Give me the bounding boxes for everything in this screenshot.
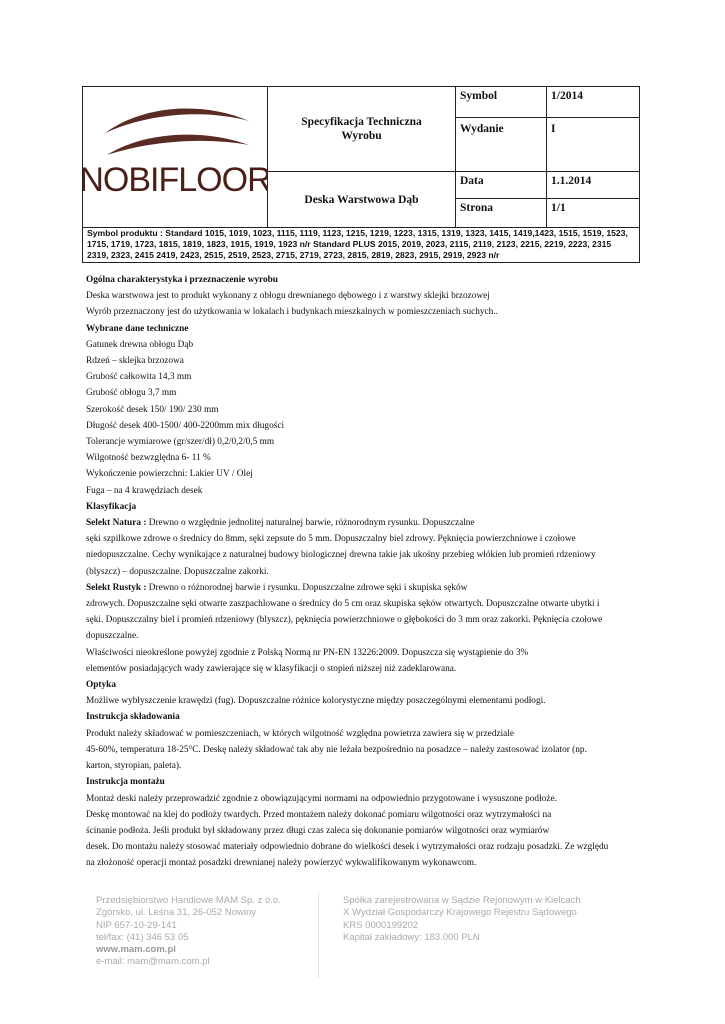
logo-cell bbox=[83, 87, 268, 228]
body-line bbox=[86, 418, 646, 434]
line-text: Gatunek drewna obłogu Dąb bbox=[86, 339, 194, 350]
line-text: 45-60%, temperatura 18-25°C. Deskę należy składować tak aby nie leżała bezpośrednio na posadzce – należy zastosować izolator (np. bbox=[86, 744, 587, 755]
body-line bbox=[86, 369, 646, 385]
symbol-label: Symbol bbox=[460, 90, 498, 102]
line-text: Wykończenie powierzchni: Lakier UV / Olej bbox=[86, 469, 253, 480]
section-heading bbox=[86, 272, 646, 288]
product-name-cell bbox=[268, 172, 456, 228]
body-line bbox=[86, 288, 646, 304]
footer-line: NIP 657-10-29-141 bbox=[96, 919, 177, 931]
line-text: Deska warstwowa jest to produkt wykonany z obłogu drewnianego dębowego i z warstwy sklejki brzozowej bbox=[86, 291, 490, 302]
section-heading bbox=[86, 321, 646, 337]
body-line bbox=[86, 515, 646, 531]
page-row bbox=[456, 199, 639, 228]
body-line bbox=[86, 791, 646, 807]
spec-title-cell bbox=[268, 87, 456, 172]
body-line bbox=[86, 742, 646, 758]
body-line bbox=[86, 596, 646, 612]
selekt-label: Selekt Rustyk : bbox=[86, 582, 147, 593]
line-text: Wybrane dane techniczne bbox=[86, 323, 189, 334]
line-text: Wilgotność bezwzględna 6- 11 % bbox=[86, 453, 211, 464]
body-line bbox=[86, 434, 646, 450]
body-line bbox=[86, 612, 646, 628]
body-line bbox=[86, 402, 646, 418]
line-text: ścinanie podłoża. Jeśli produkt był składowany przez długi czas zaleca się dokonanie pomiarów wilgotności oraz wymiarów bbox=[86, 825, 550, 836]
body-line bbox=[86, 580, 646, 596]
line-text: dopuszczalne. bbox=[86, 631, 139, 642]
line-text: Szerokość desek 150/ 190/ 230 mm bbox=[86, 404, 219, 415]
section-heading bbox=[86, 709, 646, 725]
page-value: 1/1 bbox=[551, 202, 566, 214]
line-text: desek. Do montażu należy stosować materiały odpowiednio dobrane do wielkości desek i wytrzymałości oraz rodzaju posadzki. Ze względu bbox=[86, 842, 609, 853]
line-text: Grubość całkowita 14,3 mm bbox=[86, 372, 192, 383]
line-text: Wyrób przeznaczony jest do użytkowania w lokalach i budynkach mieszkalnych w pomieszczeniach suchych.. bbox=[86, 307, 498, 318]
line-text: Optyka bbox=[86, 680, 116, 691]
body-line bbox=[86, 628, 646, 644]
edition-value: I bbox=[551, 123, 556, 135]
line-text: Rdzeń – sklejka brzozowa bbox=[86, 356, 184, 367]
body-line bbox=[86, 353, 646, 369]
symbol-value: 1/2014 bbox=[551, 90, 583, 102]
line-text: elementów posiadających wady zawierające się w klasyfikacji o stopień niższej niż zadeklarowana. bbox=[86, 663, 457, 674]
body-line bbox=[86, 450, 646, 466]
line-text: sęki. Dopuszczalny biel i promień rdzeniowy (blyszcz), pęknięcia powierzchniowe o głębokości do 3 mm oraz zakorki. Pęknięcia czołowe bbox=[86, 615, 603, 626]
selekt-label: Selekt Natura : bbox=[86, 518, 147, 529]
body-line bbox=[86, 337, 646, 353]
footer-line: KRS 0000199202 bbox=[343, 919, 419, 931]
footer-line: Zgórsko, ul. Leśna 31, 26-052 Nowiny bbox=[96, 907, 257, 919]
footer-registration-info bbox=[343, 895, 581, 944]
line-text: Możliwe wybłyszczenie krawędzi (fug). Dopuszczalne różnice kolorystyczne między poszczególnymi elementami podłogi. bbox=[86, 696, 546, 707]
line-text: Właściwości nieokreślone powyżej zgodnie z Polską Normą nr PN-EN 13226:2009. Dopuszcza się wystąpienie do 3% bbox=[86, 647, 529, 658]
section-heading bbox=[86, 677, 646, 693]
line-text: niedopuszczalne. Cechy wynikające z naturalnej budowy biologicznej drewna takie jak ukośny przebieg włókien lub promień rdzeniowy bbox=[86, 550, 596, 561]
footer-line: X Wydział Gospodarczy Krajowego Rejestru Sądowego bbox=[343, 907, 577, 919]
body-line bbox=[86, 839, 646, 855]
document-body bbox=[86, 272, 646, 872]
line-text: Drewno o względnie jednolitej naturalnej barwie, różnorodnym rysunku. Dopuszczalne bbox=[146, 518, 475, 529]
line-text: zdrowych. Dopuszczalne sęki otwarte zaszpachlowane o średnicy do 5 cm oraz skupiska sęków otwartych. Dopuszczalne otwarte ubytki i bbox=[86, 599, 600, 610]
body-line bbox=[86, 693, 646, 709]
line-text: Instrukcja montażu bbox=[86, 777, 165, 788]
line-text: na złożoność operacji montaż posadzki drewnianej należy powierzyć wykwalifikowanym wykonawcom. bbox=[86, 858, 477, 869]
line-text: Tolerancje wymiarowe (gr/szer/dł) 0,2/0,2/0,5 mm bbox=[86, 437, 275, 448]
line-text: Produkt należy składować w pomieszczeniach, w których wilgotność względna powietrza zawiera się w przedziale bbox=[86, 728, 515, 739]
body-line bbox=[86, 466, 646, 482]
line-text: Drewno o różnorodnej barwie i rysunku. Dopuszczalne zdrowe sęki i skupiska sęków bbox=[146, 582, 468, 593]
symbol-row bbox=[456, 87, 639, 118]
line-text: (blyszcz) – dopuszczalne. Dopuszczalne zakorki. bbox=[86, 566, 269, 577]
body-line bbox=[86, 726, 646, 742]
nobifloor-logo bbox=[83, 87, 268, 228]
logo-text: NOBIFLOOR bbox=[83, 161, 268, 199]
line-text: Grubość obłogu 3,7 mm bbox=[86, 388, 177, 399]
date-value: 1.1.2014 bbox=[551, 175, 592, 187]
page-label: Strona bbox=[460, 202, 494, 214]
line-text: Klasyfikacja bbox=[86, 501, 137, 512]
body-line bbox=[86, 564, 646, 580]
section-heading bbox=[86, 774, 646, 790]
edition-label: Wydanie bbox=[460, 123, 504, 135]
line-text: Deskę montować na klej do podłoży twardych. Przed montażem należy dokonać pomiaru wilgotności oraz wytrzymałości na bbox=[86, 809, 552, 820]
body-line bbox=[86, 758, 646, 774]
edition-row bbox=[456, 118, 639, 172]
line-text: Długość desek 400-1500/ 400-2200mm mix długości bbox=[86, 420, 285, 431]
body-line bbox=[86, 645, 646, 661]
body-line bbox=[86, 483, 646, 499]
body-line bbox=[86, 855, 646, 871]
body-line bbox=[86, 531, 646, 547]
date-label: Data bbox=[460, 175, 484, 187]
body-line bbox=[86, 547, 646, 563]
footer-line[interactable]: www.mam.com.pl bbox=[96, 944, 176, 956]
line-text: Fuga – na 4 krawędziach desek bbox=[86, 485, 203, 496]
logo-swoosh-top bbox=[105, 109, 249, 134]
body-line bbox=[86, 304, 646, 320]
product-symbols: Symbol produktu : Standard 1015, 1019, 1023, 1115, 1119, 1123, 1215, 1219, 1223, 1315, 1319, 1323, 1415, 1419,1423, 1515, 1519, 1523, 1715, 1719, 1723, 1815, 1819, 1823, 1915, 1919, 1923 n/r Standard PLUS 2015, 2019, 2023, 2115, 2119, 2123, 2215, 2219, 2223, 2315 2319, 2323, 2415 2419, 2423, 2515, 2519, 2523, 2715, 2719, 2723, 2815, 2819, 2823, 2915, 2919, 2923 n/r bbox=[87, 228, 628, 260]
product-name: Deska Warstwowa Dąb bbox=[304, 193, 419, 206]
line-text: sęki szpilkowe zdrowe o średnicy do 8mm, sęki zepsute do 5 mm. Dopuszczalny biel zdrowy. Pęknięcia powierzchniowe i czołowe bbox=[86, 534, 576, 545]
footer-line: Przedsiębiorstwo Handlowe MAM Sp. z o.o. bbox=[96, 895, 281, 906]
body-line bbox=[86, 385, 646, 401]
footer-line[interactable]: e-mail: mam@mam.com.pl bbox=[96, 956, 210, 968]
section-heading bbox=[86, 499, 646, 515]
footer-divider bbox=[318, 893, 319, 978]
body-line bbox=[86, 661, 646, 677]
header-table bbox=[82, 86, 640, 263]
line-text: karton, styropian, paleta). bbox=[86, 761, 182, 772]
line-text: Instrukcja składowania bbox=[86, 712, 180, 723]
line-text: Ogólna charakterystyka i przeznaczenie wyrobu bbox=[86, 275, 278, 285]
spec-title: Specyfikacja Techniczna Wyrobu bbox=[301, 116, 422, 142]
footer-line: tel/fax: (41) 346 53 05 bbox=[96, 931, 189, 943]
body-line bbox=[86, 807, 646, 823]
footer-line: Spółka zarejestrowana w Sądzie Rejonowym w Kielcach bbox=[343, 895, 581, 906]
body-line bbox=[86, 823, 646, 839]
footer-line: Kapitał zakładowy: 183.000 PLN bbox=[343, 931, 480, 943]
line-text: Montaż deski należy przeprowadzić zgodnie z obowiązującymi normami na odpowiednio przygotowane i wysuszone podłoże. bbox=[86, 793, 557, 804]
footer-company-info bbox=[96, 895, 281, 969]
date-row bbox=[456, 172, 639, 199]
logo-swoosh-bottom bbox=[107, 135, 249, 155]
